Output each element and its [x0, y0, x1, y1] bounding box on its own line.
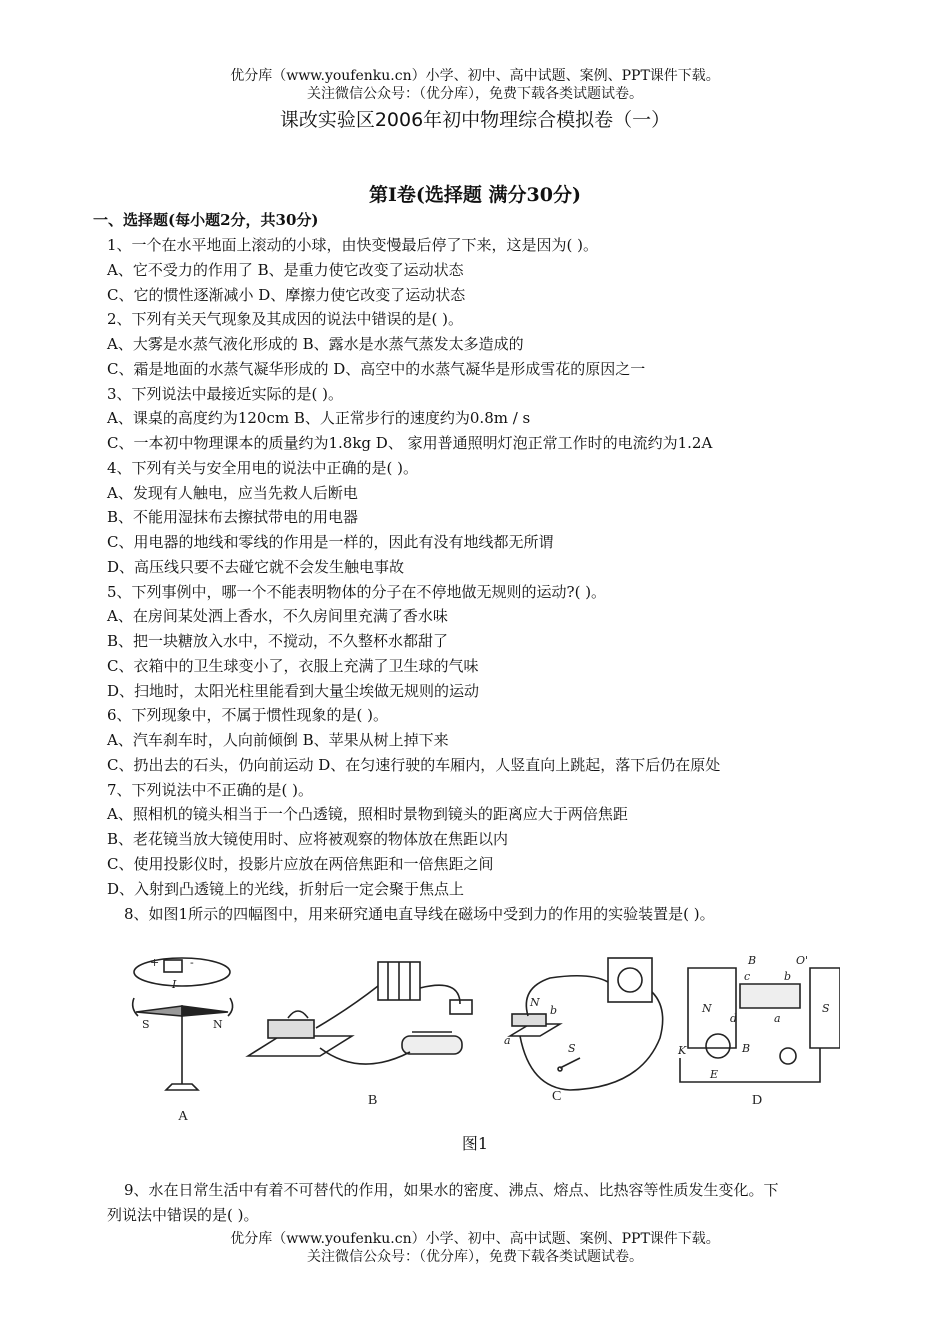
q7-option-d: D、入射到凸透镜上的光线，折射后一定会聚于焦点上 — [107, 880, 465, 898]
q7-option-a: A、照相机的镜头相当于一个凸透镜，照相时景物到镜头的距离应大于两倍焦距 — [107, 805, 628, 823]
q5-option-b: B、把一块糖放入水中，不搅动，不久整杯水都甜了 — [107, 632, 449, 650]
footer-line-2: 关注微信公众号：（优分库），免费下载各类试题试卷。 — [307, 1249, 643, 1265]
figure-d-e-mark: E — [710, 1068, 719, 1081]
figure-c-n-mark: N — [530, 996, 540, 1009]
figure-d-s-mark: S — [822, 1002, 830, 1015]
figure-1 — [120, 948, 840, 1126]
figure-d-b-mark: b — [784, 970, 792, 983]
figure-caption: 图1 — [461, 1134, 489, 1153]
figure-label-b: B — [368, 1093, 378, 1108]
q9-stem-line-1: 9、水在日常生活中有着不可替代的作用，如果水的密度、沸点、熔点、比热容等性质发生变化。下 — [124, 1181, 779, 1199]
figure-d-b-top-mark: B — [748, 954, 757, 967]
figure-a-plus-mark: + — [150, 956, 160, 969]
figure-d-k-mark: K — [678, 1044, 687, 1057]
q6-stem: 6、下列现象中，不属于惯性现象的是( )。 — [107, 706, 389, 724]
q8-stem: 8、如图1所示的四幅图中，用来研究通电直导线在磁场中受到力的作用的实验装置是( )。 — [124, 905, 715, 923]
q9-stem-line-2: 列说法中错误的是( )。 — [107, 1206, 259, 1224]
q4-option-b: B、不能用湿抹布去擦拭带电的用电器 — [107, 508, 359, 526]
figure-c-s-mark: S — [568, 1042, 576, 1055]
document-title: 课改实验区2006年初中物理综合模拟卷（一） — [279, 109, 671, 131]
q2-stem: 2、下列有关天气现象及其成因的说法中错误的是( )。 — [107, 310, 464, 328]
q1-options-cd: C、它的惯性逐渐减小 D、摩擦力使它改变了运动状态 — [107, 286, 466, 304]
q4-option-d: D、高压线只要不去碰它就不会发生触电事故 — [107, 558, 405, 576]
q2-options-ab: A、大雾是水蒸气液化形成的 B、露水是水蒸气蒸发太多造成的 — [107, 335, 524, 353]
q1-options-ab: A、它不受力的作用了 B、是重力使它改变了运动状态 — [107, 261, 464, 279]
figure-c-b-mark: b — [550, 1004, 558, 1017]
figure-label-a: A — [178, 1109, 189, 1124]
q3-options-ab: A、课桌的高度约为120cm B、人正常步行的速度约为0.8m / s — [107, 409, 531, 427]
q5-option-c: C、衣箱中的卫生球变小了，衣服上充满了卫生球的气味 — [107, 657, 479, 675]
q7-option-c: C、使用投影仪时，投影片应放在两倍焦距和一倍焦距之间 — [107, 855, 494, 873]
q1-stem: 1、一个在水平地面上滚动的小球，由快变慢最后停了下来，这是因为( )。 — [107, 236, 599, 254]
figure-d-n-mark: N — [702, 1002, 712, 1015]
q5-option-a: A、在房间某处洒上香水，不久房间里充满了香水味 — [107, 607, 448, 625]
header-line-2: 关注微信公众号：（优分库），免费下载各类试题试卷。 — [307, 86, 643, 102]
figure-d-a-mark: a — [774, 1012, 781, 1025]
section-title: 一、选择题(每小题2分，共30分) — [93, 211, 319, 229]
q5-stem: 5、下列事例中，哪一个不能表明物体的分子在不停地做无规则的运动?( )。 — [107, 583, 607, 601]
figure-a-s-mark: S — [142, 1018, 150, 1031]
q6-options-ab: A、汽车刹车时，人向前倾倒 B、苹果从树上掉下来 — [107, 731, 449, 749]
figure-a-current-mark: I — [172, 978, 177, 991]
q4-option-a: A、发现有人触电，应当先救人后断电 — [107, 484, 358, 502]
q4-option-c: C、用电器的地线和零线的作用是一样的，因此有没有地线都无所谓 — [107, 533, 554, 551]
figure-a-oersted-apparatus — [133, 956, 233, 1090]
figure-c-induction-apparatus — [504, 958, 663, 1090]
figure-d-o-mark: O' — [796, 954, 809, 967]
figure-d-c-mark: c — [744, 970, 751, 983]
q4-stem: 4、下列有关与安全用电的说法中正确的是( )。 — [107, 459, 419, 477]
figure-d-d-mark: d — [730, 1012, 738, 1025]
q7-option-b: B、老花镜当放大镜使用时、应将被观察的物体放在焦距以内 — [107, 830, 509, 848]
q3-options-cd: C、一本初中物理课本的质量约为1.8kg D、 家用普通照明灯泡正常工作时的电流约为1.2A — [107, 434, 713, 452]
footer-line-1: 优分库（www.youfenku.cn）小学、初中、高中试题、案例、PPT课件下载。 — [230, 1231, 720, 1247]
figure-a-n-mark: N — [213, 1018, 223, 1031]
figure-a-minus-mark: - — [190, 956, 194, 969]
q2-options-cd: C、霜是地面的水蒸气凝华形成的 D、高空中的水蒸气凝华是形成雪花的原因之一 — [107, 360, 646, 378]
header-line-1: 优分库（www.youfenku.cn）小学、初中、高中试题、案例、PPT课件下载。 — [230, 68, 720, 84]
figure-d-motor-apparatus — [677, 954, 840, 1082]
q5-option-d: D、扫地时，太阳光柱里能看到大量尘埃做无规则的运动 — [107, 682, 480, 700]
part-title: 第I卷(选择题 满分30分) — [369, 184, 581, 206]
figure-b-electromagnet-apparatus — [248, 962, 472, 1064]
q3-stem: 3、下列说法中最接近实际的是( )。 — [107, 385, 344, 403]
figure-d-b-bottom-mark: B — [742, 1042, 751, 1055]
q7-stem: 7、下列说法中不正确的是( )。 — [107, 781, 314, 799]
q6-options-cd: C、扔出去的石头，仍向前运动 D、在匀速行驶的车厢内，人竖直向上跳起，落下后仍在原处 — [107, 756, 721, 774]
figure-label-d: D — [752, 1093, 763, 1108]
figure-c-a-mark: a — [504, 1034, 511, 1047]
figure-label-c: C — [552, 1089, 562, 1104]
